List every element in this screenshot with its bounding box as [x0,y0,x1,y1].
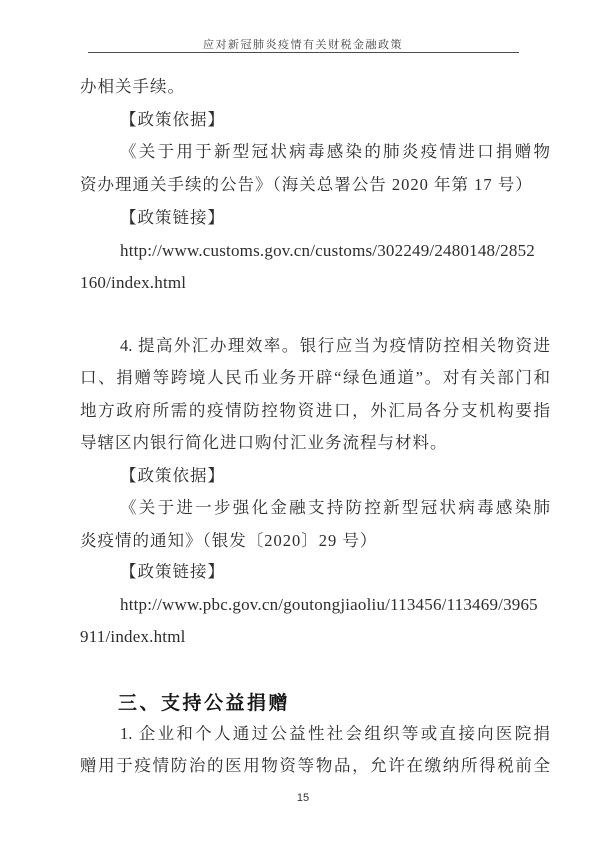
body-paragraph-line: 导辖区内银行简化进口购付汇业务流程与材料。 [80,433,448,452]
body-paragraph-line: 4. 提高外汇办理效率。银行应当为疫情防控相关物资进 [120,336,550,355]
body-paragraph-line: 地方政府所需的疫情防控物资进口，外汇局各分支机构要指 [80,401,550,420]
running-header: 应对新冠肺炎疫情有关财税金融政策 [203,39,403,51]
policy-url-line: 160/index.html [80,273,187,292]
policy-document-title-line: 炎疫情的通知》（银发〔2020〕29 号） [80,531,378,550]
policy-link-label: 【政策链接】 [120,562,225,581]
section-heading: 三、支持公益捐赠 [118,693,291,714]
policy-document-title-line: 资办理通关手续的公告》（海关总署公告 2020 年第 17 号） [80,175,533,194]
paragraph-continuation-line: 办相关手续。 [80,77,185,96]
policy-basis-label: 【政策依据】 [120,466,225,485]
policy-url-line: http://www.customs.gov.cn/customs/302249/2480148/2852 [120,241,535,260]
policy-url-line: 911/index.html [80,627,186,646]
body-paragraph-line: 口、捐赠等跨境人民币业务开辟“绿色通道”。对有关部门和 [80,368,550,387]
policy-link-label: 【政策链接】 [120,208,225,227]
body-paragraph-line: 赠用于疫情防治的医用物资等物品，允许在缴纳所得税前全 [80,756,550,775]
header-divider [88,52,519,53]
policy-document-title-line: 《关于进一步强化金融支持防控新型冠状病毒感染肺 [120,498,550,517]
policy-url-line: http://www.pbc.gov.cn/goutongjiaoliu/113456/113469/3965 [120,595,538,614]
policy-document-title-line: 《关于用于新型冠状病毒感染的肺炎疫情进口捐赠物 [120,142,550,161]
page-number: 15 [296,792,310,804]
body-paragraph-line: 1. 企业和个人通过公益性社会组织等或直接向医院捐 [120,724,550,743]
policy-basis-label: 【政策依据】 [120,110,225,129]
